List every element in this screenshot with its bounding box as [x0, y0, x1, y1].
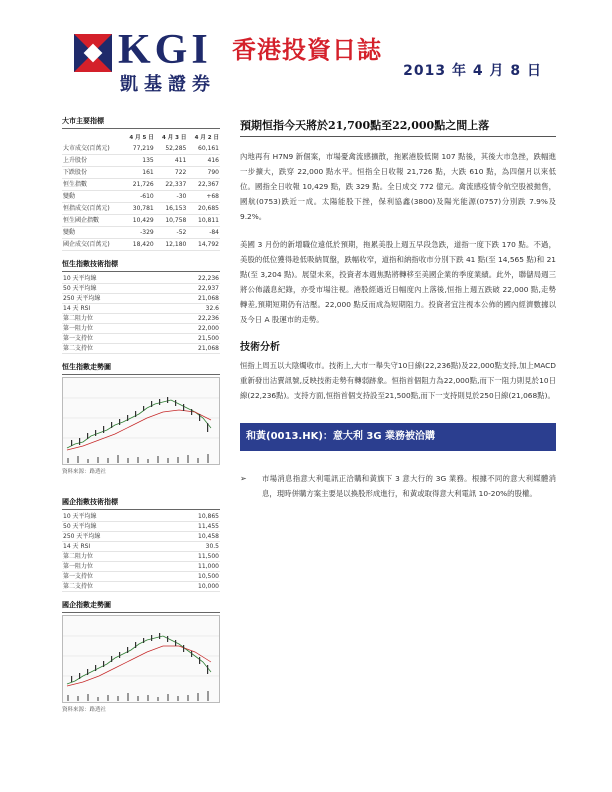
indicator-label: 第一支持位 [63, 335, 94, 342]
table-cell: 12,180 [155, 239, 188, 251]
list-item [62, 552, 220, 562]
column-header: 4 月 2 日 [194, 135, 219, 141]
indicator-label: 第二阻力位 [63, 553, 94, 560]
table-row [62, 155, 220, 167]
table-row [62, 179, 220, 191]
hsi-tech-list [62, 274, 220, 354]
indicator-value: 32.6 [205, 305, 219, 312]
table-cell: 30,781 [122, 203, 155, 215]
stock-banner: 和黃(0013.HK)：意大利 3G 業務被洽購 [240, 423, 556, 451]
article-paragraph: 美國 3 月份的新增職位遠低於預期，拖累美股上週五早段急跌，道指一度下跌 170 點。不過，美股的低位獲得趁低吸納買盤，跌幅收窄，道指和納指收市分別下跌 41 點(至 14,565 點)和 21 點(至 3,204 點)。展望未來，投資者本週焦點將轉移至美國企業的季度業績。此外，聯儲局週三將公佈議息紀錄，亦受市場注視。港股經過近日幅度內上落後,恒指上週五跌破 22,000 點,走勢轉差,預期短期仍有沽壓。22,000 點反而成為短期阻力。投資者宜注視本公佈的國內經濟數據以及今日 A 股運市的走勢。 [240, 240, 556, 324]
hscei-tech-title: 國企指數技術指標 [62, 497, 220, 510]
hscei-chart-graphic [63, 616, 219, 702]
table-cell: 161 [122, 167, 155, 179]
indicator-value: 10,458 [198, 533, 219, 540]
list-item [62, 274, 220, 284]
kgi-logo-icon [74, 34, 112, 72]
table-cell: 10,758 [155, 215, 188, 227]
list-item [62, 314, 220, 324]
table-cell: 411 [155, 155, 188, 167]
table-row [62, 143, 220, 155]
row-label: 變動 [62, 191, 122, 203]
brand-name-cn: 凱基證券 [120, 74, 216, 95]
indicator-value: 10,000 [198, 583, 219, 590]
indicator-label: 50 天平均線 [63, 523, 97, 530]
indicator-value: 22,000 [198, 325, 219, 332]
brand-name: KGI [118, 27, 212, 73]
table-cell: 22,367 [187, 179, 220, 191]
table-row [62, 167, 220, 179]
list-item [62, 532, 220, 542]
table-cell: -84 [187, 227, 220, 239]
market-indicators-title: 大市主要指標 [62, 116, 220, 129]
indicator-value: 11,500 [198, 553, 219, 560]
table-cell: -30 [155, 191, 188, 203]
hsi-chart-title: 恒生指數走勢圖 [62, 362, 220, 375]
indicator-label: 250 天平均線 [63, 295, 101, 302]
table-row [62, 227, 220, 239]
column-header: 4 月 3 日 [161, 135, 187, 141]
hscei-chart-source: 資料來源：路透社 [62, 707, 107, 713]
market-indicators-table [62, 131, 220, 251]
indicator-label: 250 天平均線 [63, 533, 101, 540]
indicator-value: 10,865 [198, 513, 219, 520]
table-cell: -52 [155, 227, 188, 239]
table-row [62, 215, 220, 227]
hsi-chart-source: 資料來源：路透社 [62, 469, 107, 475]
table-cell: 10,811 [187, 215, 220, 227]
table-cell: 77,219 [122, 143, 155, 155]
left-column [62, 116, 220, 713]
stock-bullet [240, 471, 556, 501]
bullet-arrow-icon: ➢ [240, 474, 247, 483]
list-item [62, 572, 220, 582]
indicator-value: 11,455 [198, 523, 219, 530]
hscei-chart-title: 國企指數走勢圖 [62, 600, 220, 613]
table-cell: -329 [122, 227, 155, 239]
table-cell: 14,792 [187, 239, 220, 251]
list-item [62, 334, 220, 344]
table-cell: 52,285 [155, 143, 188, 155]
indicator-label: 第二支持位 [63, 345, 94, 352]
row-label: 恒指成交(百萬元) [62, 203, 122, 215]
hsi-tech-title: 恒生指數技術指標 [62, 259, 220, 272]
list-item [62, 304, 220, 314]
row-label: 國企成交(百萬元) [62, 239, 122, 251]
indicator-value: 21,068 [198, 295, 219, 302]
row-label: 上升股份 [62, 155, 122, 167]
list-item [62, 284, 220, 294]
table-cell: -610 [122, 191, 155, 203]
table-cell: 18,420 [122, 239, 155, 251]
list-item [62, 344, 220, 354]
row-label: 恒生指數 [62, 179, 122, 191]
table-cell: 790 [187, 167, 220, 179]
table-cell: 10,429 [122, 215, 155, 227]
table-row [62, 239, 220, 251]
table-cell: 722 [155, 167, 188, 179]
list-item [62, 562, 220, 572]
list-item [62, 294, 220, 304]
list-item [62, 512, 220, 522]
table-row [62, 203, 220, 215]
table-cell: +68 [187, 191, 220, 203]
table-cell: 60,161 [187, 143, 220, 155]
indicator-label: 第一阻力位 [63, 325, 94, 332]
article-paragraph: 內地再有 H7N9 新個案，市場憂禽流感擴散，拖累港股低開 107 點後，其後大市急挫，跌幅進一步擴大，跌穿 22,000 點水平。恒指全日收報 21,726 點，大跌 610 點，為四個月以來低位。國指全日收報 10,429 點，跌 329 點。全日成交 772 億元。禽流感疫情令航空股被拋售，國航(0753)跌近一成。太陽能股下挫，保利協鑫(3800)及陽光能源(0757)分別跌 7.9%及 9.2%。 [240, 152, 556, 221]
indicator-label: 第一支持位 [63, 573, 94, 580]
article-title: 預期恒指今天將於21,700點至22,000點之間上落 [240, 118, 556, 137]
table-cell: 20,685 [187, 203, 220, 215]
table-cell: 22,337 [155, 179, 188, 191]
indicator-value: 22,236 [198, 275, 219, 282]
indicator-label: 第二支持位 [63, 583, 94, 590]
indicator-label: 14 天 RSI [63, 305, 91, 312]
indicator-label: 第二阻力位 [63, 315, 94, 322]
indicator-value: 21,068 [198, 345, 219, 352]
column-header: 4 月 5 日 [129, 135, 154, 141]
table-row [62, 191, 220, 203]
analysis-heading: 技術分析 [240, 342, 280, 353]
indicator-label: 10 天平均線 [63, 513, 97, 520]
indicator-label: 14 天 RSI [63, 543, 91, 550]
row-label: 大市成交(百萬元) [62, 143, 122, 155]
indicator-label: 50 天平均線 [63, 285, 97, 292]
page-title: 香港投資日誌 [232, 36, 382, 64]
row-label: 恒生國企指數 [62, 215, 122, 227]
indicator-value: 10,500 [198, 573, 219, 580]
table-cell: 21,726 [122, 179, 155, 191]
list-item [62, 324, 220, 334]
list-item [62, 582, 220, 592]
indicator-value: 30.5 [205, 543, 219, 550]
indicator-value: 21,500 [198, 335, 219, 342]
indicator-label: 10 天平均線 [63, 275, 97, 282]
analysis-text: 恒指上周五以大陰燭收市。技術上,大市一舉失守10日線(22,236點)及22,000點支持,加上MACD重新發出沽賣訊號,反映技術走勢有轉弱跡象。恒指首個阻力為22,000點,而下一阻力則見於10日線(22,236點)。支持方面,恒指首個支持設至21,500點,而下一支持則見於250日線(21,068點)。 [240, 361, 556, 400]
list-item [62, 542, 220, 552]
hsi-chart-graphic [63, 378, 219, 464]
hsi-chart [62, 377, 220, 465]
right-column [240, 118, 556, 501]
indicator-label: 第一阻力位 [63, 563, 94, 570]
table-cell: 16,153 [155, 203, 188, 215]
hscei-tech-list [62, 512, 220, 592]
row-label: 下跌股份 [62, 167, 122, 179]
list-item [62, 522, 220, 532]
stock-bullet-text: 市場消息指意大利電訊正洽購和黃旗下 3 意大行的 3G 業務。根據不同的意大利媒體消息，現時併購方案主要是以換股形成進行，和黃或取得意大利電訊 10-20%的股權。 [262, 474, 556, 498]
row-label: 變動 [62, 227, 122, 239]
table-cell: 135 [122, 155, 155, 167]
indicator-value: 22,937 [198, 285, 219, 292]
hscei-chart [62, 615, 220, 703]
indicator-value: 11,000 [198, 563, 219, 570]
table-cell: 416 [187, 155, 220, 167]
indicator-value: 22,236 [198, 315, 219, 322]
report-date: 2013 年 4 月 8 日 [403, 63, 542, 79]
